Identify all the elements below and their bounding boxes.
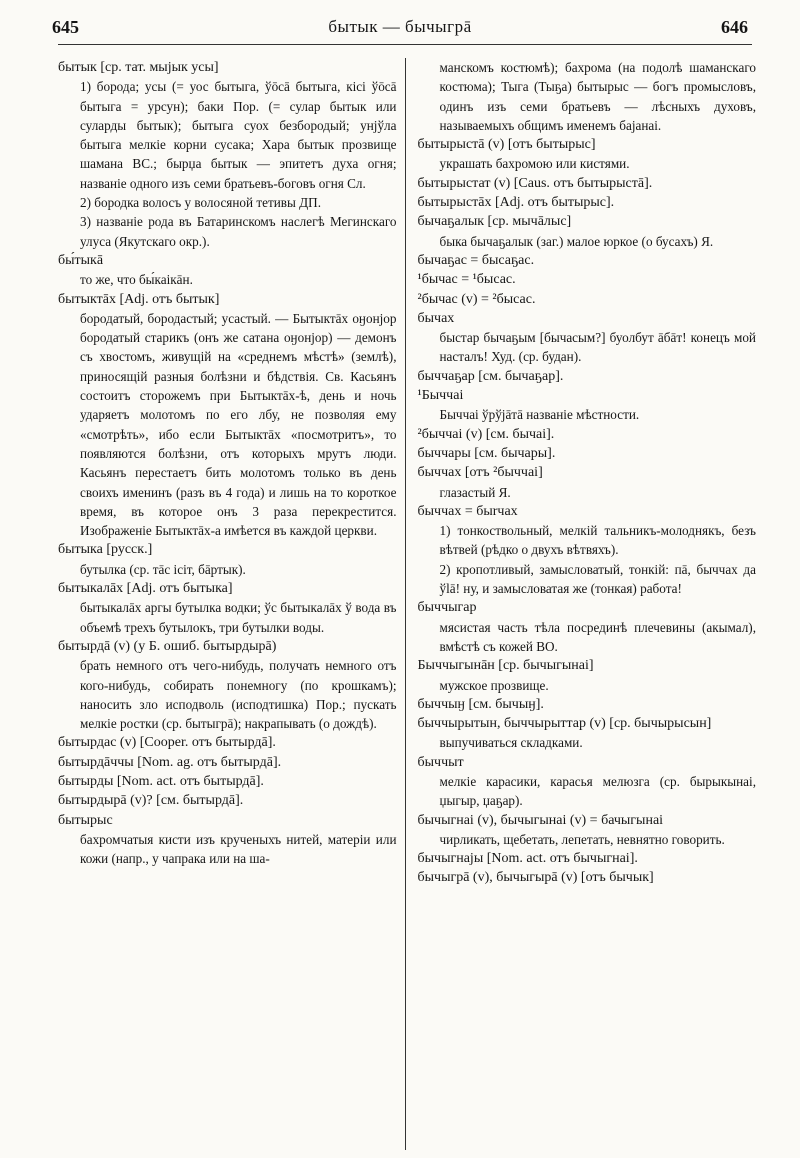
dictionary-entry [58, 540, 397, 579]
dictionary-entry [418, 849, 757, 868]
entry-definition: бытыкалāх аргы бутылка водки; ўс бытыкалāх ў вода въ объемѣ трехъ бутылокъ, три бутылки воды. [80, 600, 397, 635]
entry-definition: Быччаі ўрўјāтā названіе мѣстности. [439, 407, 640, 423]
entry-headword: бытыкалāх [Adj. отъ бытыка] [58, 581, 233, 597]
dictionary-entry [418, 598, 757, 656]
dictionary-entry [418, 251, 757, 270]
dictionary-entry [418, 463, 757, 502]
dictionary-entry [418, 270, 757, 289]
entry-definition: мужское прозвище. [439, 677, 549, 693]
entry-headword: бытырыс [58, 812, 113, 828]
dictionary-entry [418, 174, 757, 193]
page-number-left: 645 [52, 16, 79, 37]
entry-definition: глазастый Я. [439, 484, 511, 500]
entry-headword: бытык [ср. тат. мыјык усы] [58, 60, 219, 75]
entry-definition: 1) борода; усы (= уос бытыга, ўōсā бытыга, кісі ўōсā бытыга = урсун); баки Пор. (= сулар бытык или суларды бытык); бытыга суох безбородый; унјўла бытыга мелкіе корни сусака; Хара бытык прозвище шамана ВС.; бырџа бытык — эпитетъ духа огня; названіе одного изъ семи братьевъ-боговъ огня Сл. 2) бородка волосъ у волосяной тетивы ДП. 3) названіе рода въ Батаринскомъ наслегѣ Мегинскаго улуса (Якутскаго окр.). [80, 79, 397, 249]
entry-headword: бытырыстāх [Adj. отъ бытырыс]. [417, 195, 615, 211]
dictionary-entry [418, 444, 757, 463]
dictionary-entry [418, 290, 757, 309]
entry-definition: мелкіе карасики, карасья мелюзга (ср. бырыкынаі, џыгыр, џаҕар). [439, 773, 756, 809]
entry-headword: быччыт [417, 754, 464, 770]
entry-definition: 1) тонкоствольный, мелкій тальникъ-молоднякъ, безъ вѣтвей (рѣдко о двухъ вѣтвяхъ). 2) кропотливый, замысловатый, тонкій: пā, быччах да ўlā! ну, и замысловатая же (тонкая) работа! [439, 523, 756, 597]
running-title: бытык — бычыгрā [328, 17, 472, 36]
entry-definition: быстар бычаҕым [бычасым?] буолбут āбāт! конецъ мой насталъ! Худ. (ср. будан). [439, 330, 756, 365]
right-column [405, 58, 757, 1150]
entry-headword: бытыктāх [Adj. отъ бытык] [58, 291, 220, 307]
entry-headword: бытырдāччы [Nom. ag. отъ бытырдā]. [58, 754, 282, 770]
entry-headword: бытырдас (v) [Cooper. отъ бытырдā]. [58, 735, 276, 751]
entry-headword: быччаҕар [см. бычаҕар]. [417, 368, 564, 384]
entry-definition: мясистая часть тѣла посрединѣ плечевины (акымал), вмѣстѣ съ кожей ВО. [439, 619, 756, 654]
dictionary-entry [418, 367, 757, 386]
entry-headword: бычаҕалык [ср. мычāлыс] [417, 214, 572, 230]
dictionary-entry [418, 753, 757, 811]
dictionary-entry [418, 868, 757, 887]
dictionary-entry [58, 637, 397, 733]
entry-headword: бытырыстā (v) [отъ бытырыс] [417, 137, 596, 153]
entry-headword: бы́тыкā [58, 252, 104, 268]
dictionary-entry [418, 212, 757, 251]
dictionary-entry [58, 811, 397, 869]
entry-headword: бычыгрā (v), бычыгырā (v) [отъ бычык] [417, 870, 654, 886]
entry-headword: ²быччаі (v) [см. бычаі]. [417, 426, 555, 442]
entry-definition: брать немного отъ чего-нибудь, получать немного отъ кого-нибудь, собирать понемногу (по крошкамъ); наносить зло исподволь (исподтишка) Пор.; пускать мелкіе ростки (ср. бытыгрā); накрапывать (о дождѣ). [80, 658, 397, 732]
entry-headword: ¹Быччаі [417, 388, 464, 404]
entry-headword: бычаҕас = бысаҕас. [417, 252, 535, 268]
dictionary-entry [418, 695, 757, 714]
dictionary-entry [58, 58, 397, 251]
dictionary-entry [418, 502, 757, 598]
entry-definition: бахромчатыя кисти изъ крученыхъ нитей, матеріи или кожи (напр., у чапрака или на ша- [80, 831, 397, 867]
dictionary-entry [58, 251, 397, 290]
entry-headword: бычыгнаjы [Nom. act. отъ бычыгнаі]. [417, 851, 638, 867]
left-column [58, 58, 405, 1150]
entry-definition: бородатый, бородастый; усастый. — Бытыктāх оӈонјор бородатый старикъ (онъ же сатана оӈонјор) — демонъ съ хвостомъ, живущій на «среднемъ мѣстѣ» (землѣ), приносящій разныя болѣзни и бѣдствія. Св. Касьянъ состоитъ сторожемъ при Бытыктāх-ѣ, день и ночь ударяетъ молотомъ по его лбу, не позволяя ему «смотрѣть», ибо если Бытыктāх «посмотритъ», то появляются болѣзни, отъ которыхъ мрутъ люди. Касьянъ перестаетъ бить молотомъ только въ день своихъ именинъ (разъ въ 4 года) и лишь на то короткое время, въ которое онъ 3 раза перекрестится. Изображеніе Бытыктāх-а имѣется въ каждой церкви. [80, 310, 397, 539]
entry-definition: быка бычаҕалык (заг.) малое юркое (о бусахъ) Я. [439, 233, 714, 249]
entry-headword: быччах [отъ ²быччаі] [417, 465, 543, 481]
dictionary-entry [418, 309, 757, 367]
dictionary-entry [418, 656, 757, 695]
dictionary-entry [58, 290, 397, 541]
dictionary-entry [418, 58, 757, 135]
entry-headword: бытырды [Nom. act. отъ бытырдā]. [58, 773, 264, 789]
entry-definition: украшать бахромою или кистями. [439, 156, 630, 172]
entry-definition: то же, что бы́каікāн. [80, 272, 193, 288]
dictionary-entry [418, 811, 757, 850]
dictionary-entry [58, 772, 397, 791]
entry-definition: чирликать, щебетать, лепетать, невнятно говорить. [439, 831, 725, 847]
page-header [52, 14, 748, 40]
dictionary-entry [418, 425, 757, 444]
entry-headword: быччыгар [417, 600, 477, 616]
entry-headword: быччырытын, быччырыттар (v) [ср. бычырысын] [417, 716, 712, 732]
entry-headword: быччары [см. бычары]. [417, 445, 556, 461]
entry-definition: бутылка (ср. тāс ісіт, бāртык). [80, 561, 246, 577]
page-number-right: 646 [721, 16, 748, 37]
dictionary-entry [418, 386, 757, 425]
entry-headword: бытырдā (v) (у Б. ошиб. бытырдырā) [58, 638, 277, 654]
dictionary-entry [58, 579, 397, 637]
dictionary-entry [58, 753, 397, 772]
entry-headword: бытыка [русск.] [58, 542, 153, 558]
entry-headword: бытырдырā (v)? [см. бытырдā]. [58, 793, 244, 809]
dictionary-entry [58, 733, 397, 752]
entry-headword: бытырыстат (v) [Caus. отъ бытырыстā]. [417, 175, 653, 191]
entry-headword: ²бычас (v) = ²бысас. [417, 291, 536, 307]
entry-headword: бычыгнаі (v), бычыгынаі (v) = бачыгынаі [417, 812, 664, 828]
two-column-body [58, 58, 756, 1150]
entry-definition: выпучиваться складками. [439, 735, 583, 751]
dictionary-entry [418, 193, 757, 212]
entry-headword: быччах = быrчах [417, 503, 518, 519]
entry-headword: быччыӈ [см. бычыӈ]. [417, 696, 544, 712]
dictionary-entry [418, 135, 757, 174]
dictionary-entry [58, 791, 397, 810]
entry-headword: ¹бычас = ¹бысас. [417, 272, 516, 288]
entry-definition: манскомъ костюмѣ); бахрома (на подолѣ шаманскаго костюма); Тыга (Тыҕа) бытырыс — богъ промысловъ, одинъ изъ семи братьевъ — лѣсныхъ духовъ, называемыхъ общимъ именемъ бајанаі. [439, 60, 756, 133]
entry-headword: бычах [417, 310, 455, 326]
header-rule [58, 44, 752, 45]
entry-headword: Быччыгынāн [ср. бычыгынаі] [417, 658, 594, 674]
dictionary-entry [418, 714, 757, 753]
